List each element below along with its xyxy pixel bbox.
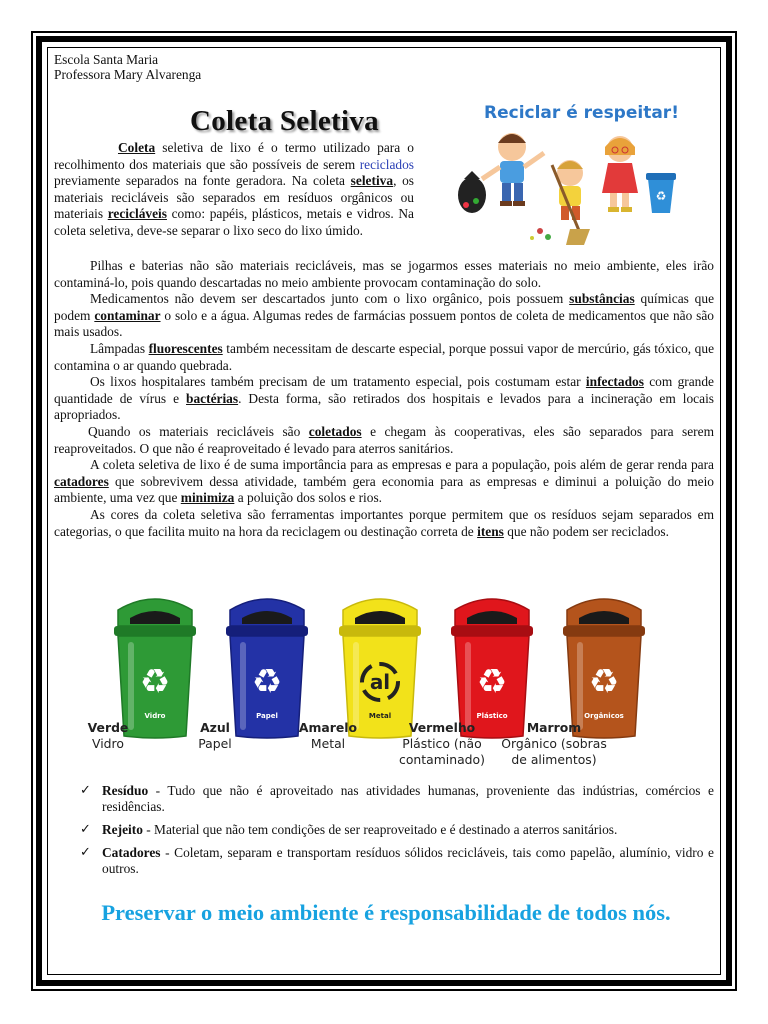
teacher-name: Professora Mary Alvarenga [54, 67, 202, 82]
paragraph-cooperatives [54, 424, 714, 457]
p6-text-2: e chegam às cooperativas, eles são separados para serem reaproveitados. O que não é reaproveitado é levado para aterros sanitários. [54, 423, 715, 456]
definition-term: Catadores [102, 845, 161, 860]
p3-text-1: Medicamentos não devem ser descartados junto com o lixo orgânico, pois possuem [90, 291, 570, 307]
p4-text-2: também necessitam de descarte especial, porque possui vapor de mercúrio, gás tóxico, que contamina o ar quando quebrada. [54, 340, 715, 373]
bin-text: Papel [256, 712, 278, 720]
keyword-seletiva: seletiva [350, 173, 394, 189]
p6-text-1: Quando os materiais recicláveis são [88, 423, 309, 439]
svg-text:♻: ♻ [655, 189, 667, 203]
keyword-catadores: catadores [54, 473, 109, 489]
recycle-bin-marrom [563, 599, 645, 738]
bin-text: Vidro [144, 712, 166, 720]
definition-item [80, 822, 714, 838]
bin-label [53, 720, 163, 752]
keyword-coleta: Coleta [117, 140, 156, 155]
keyword-reciclaveis: recicláveis [107, 206, 167, 222]
p7-text-1: A coleta seletiva de lixo é de suma importância para as empresas e para a população, pois além de gerar renda para [90, 457, 714, 473]
definition-text: - Tudo que não é aproveitado nas atividades humanas, proveniente das indústrias, comércios e residências. [102, 783, 714, 814]
header [54, 52, 714, 82]
definition-text: - Material que não tem condições de ser reaproveitado e é destinado a aterros sanitários. [142, 822, 618, 837]
definition-term: Resíduo [102, 783, 149, 798]
p8-text-1: As cores da coleta seletiva são ferramentas importantes porque permitem que os resíduos sejam separados em categorias, o que facilita muito na hora da reciclagem ou destinação correta de [54, 506, 714, 539]
recycle-bin-verde [114, 599, 196, 738]
bin-text: Orgânicos [584, 712, 624, 720]
intro-text-2: previamente separados na fonte geradora. Na coleta [54, 173, 351, 189]
p7-text-3: a poluição dos solos e rios. [234, 490, 383, 506]
keyword-infectados: infectados [585, 374, 644, 390]
paragraph-lamps [54, 341, 714, 374]
p3-text-3: o solo e a água. Algumas redes de farmácias possuem pontos de coleta de medicamentos que não são mais usados. [54, 307, 715, 340]
bin-text: Plástico [476, 712, 508, 720]
p4-text-1: Lâmpadas [90, 340, 149, 356]
bin-label [387, 720, 497, 768]
p5-text-3: . Desta forma, são retirados dos hospitais e levados para a incineração em locais apropriados. [54, 390, 714, 423]
bin-material: Papel [198, 736, 232, 751]
p7-text-2: que sobrevivem dessa atividade, também gera economia para as empresas e diminui a poluição do meio ambiente, uma vez que [54, 473, 714, 506]
p3-text-2: químicas que podem [54, 291, 715, 323]
checkmark-icon: ✓ [80, 845, 91, 860]
bin-color-name: Marrom [526, 720, 582, 735]
paragraph-batteries: Pilhas e baterias não são materiais recicláveis, mas se jogarmos esses materiais no meio ambiente, eles irão contaminá-lo, pois quando descartadas no meio ambiente provocam contaminação do solo. [54, 258, 714, 290]
page-title: Coleta Seletiva [190, 105, 379, 137]
keyword-substancias: substâncias [569, 291, 635, 307]
body-text [54, 258, 714, 540]
kids-cleaning-icon [452, 103, 682, 250]
bin-color-name: Amarelo [298, 720, 358, 735]
p8-text-2: que não podem ser reciclados. [503, 523, 669, 539]
keyword-bacterias: bactérias [186, 390, 239, 406]
bin-material: Vidro [92, 736, 124, 751]
checkmark-icon: ✓ [80, 783, 91, 798]
recycle-icon: ♻ [476, 662, 508, 702]
definition-term: Rejeito [102, 822, 143, 837]
p5-text-1: Os lixos hospitalares também precisam de um tratamento especial, pois costumam estar [90, 374, 586, 390]
keyword-contaminar: contaminar [94, 307, 161, 323]
definitions-list [80, 783, 714, 884]
intro-text-3: , os materiais recicláveis são separados em resíduos orgânicos ou materiais [54, 173, 414, 222]
school-name: Escola Santa Maria [54, 52, 159, 67]
keyword-itens: itens [477, 523, 504, 539]
intro-paragraph [54, 140, 414, 240]
bin-material: Metal [310, 736, 346, 751]
paragraph-colors [54, 507, 714, 540]
paragraph-hospital [54, 374, 714, 424]
recycle-bin-azul [226, 599, 308, 738]
bin-label [160, 720, 270, 752]
paragraph-medicines [54, 291, 714, 341]
illustration-caption: Reciclar é respeitar! [484, 103, 679, 123]
bin-color-name: Azul [200, 720, 230, 735]
intro-text-1: seletiva de lixo é o termo utilizado para o recolhimento dos materiais que são possíveis de serem [54, 140, 414, 172]
paragraph-importance [54, 457, 714, 507]
definition-item [80, 783, 714, 815]
bin-label [273, 720, 383, 752]
bin-label [499, 720, 609, 768]
bin-color-name: Vermelho [408, 720, 476, 735]
metal-symbol-text: al [369, 670, 391, 694]
keyword-fluorescentes: fluorescentes [148, 340, 223, 356]
bin-material: Orgânico (sobras de alimentos) [501, 736, 607, 767]
definition-text: - Coletam, separam e transportam resíduos sólidos recicláveis, tais como papelão, alumínio, vidro e outros. [102, 845, 714, 876]
bin-color-name: Verde [87, 720, 129, 735]
checkmark-icon: ✓ [80, 822, 91, 837]
recycle-icon: ♻ [588, 662, 620, 702]
definition-item [80, 845, 714, 877]
p5-text-2: com grande quantidade de vírus e [54, 374, 714, 406]
keyword-coletados: coletados [308, 423, 362, 439]
footer-slogan: Preservar o meio ambiente é responsabilidade de todos nós. [101, 900, 671, 925]
recycle-icon: ♻ [251, 662, 283, 702]
recycle-bin-amarelo [339, 599, 421, 738]
keyword-reciclados: reciclados [359, 156, 414, 172]
bin-text: Metal [368, 712, 392, 720]
keyword-minimiza: minimiza [180, 490, 235, 506]
bin-material: Plástico (não contaminado) [399, 736, 485, 767]
recycling-kids-illustration [452, 103, 682, 250]
recycle-bin-vermelho [451, 599, 533, 738]
intro-text-4: como: papéis, plásticos, metais e vidros. Na coleta seletiva, deve-se separar o lixo seco do lixo úmido. [54, 206, 414, 238]
recycle-icon: ♻ [139, 662, 171, 702]
